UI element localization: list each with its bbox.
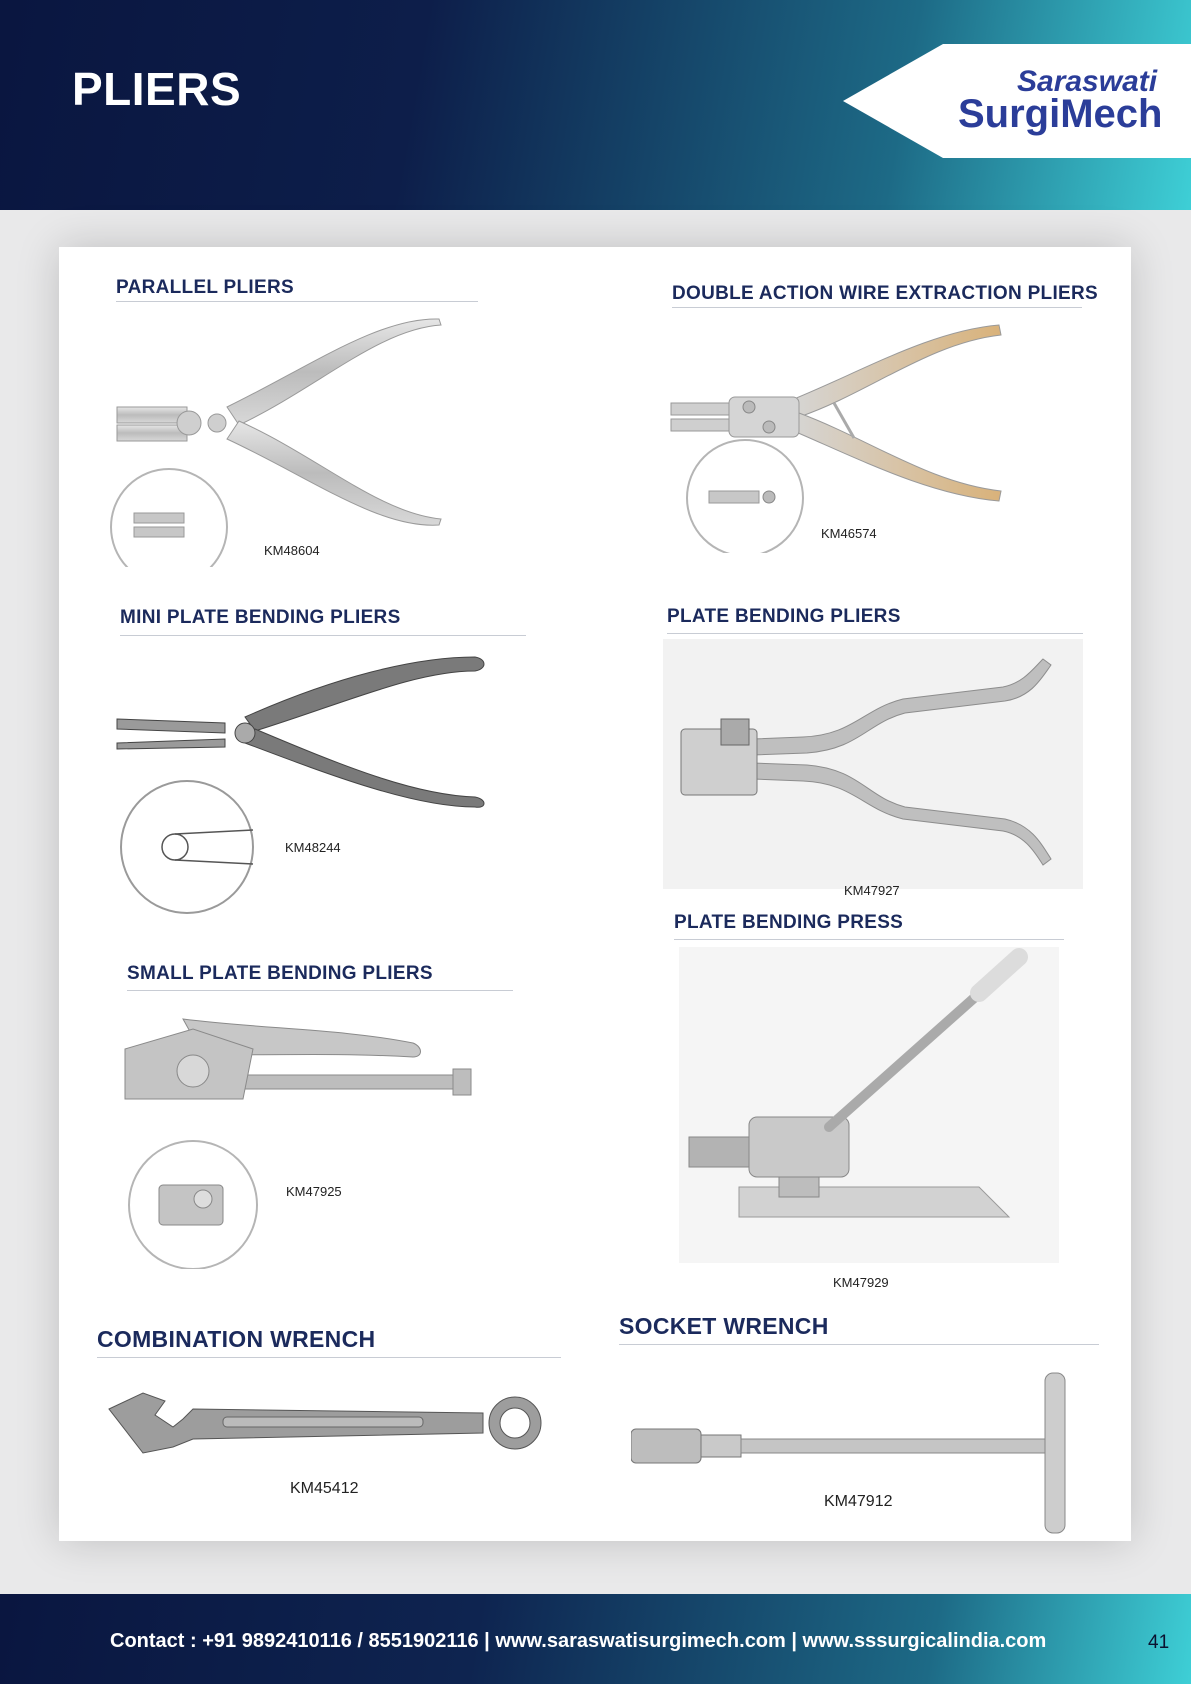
footer-contact: Contact : +91 9892410116 / 8551902116 | www.saraswatisurgimech.com | www.sssurgicalindia.com <box>110 1630 1047 1652</box>
small-plate-image <box>123 999 523 1269</box>
mini-plate-image <box>115 647 535 927</box>
divider <box>120 635 526 636</box>
double-action-code: KM46574 <box>821 526 877 541</box>
double-action-title: DOUBLE ACTION WIRE EXTRACTION PLIERS <box>672 283 1098 304</box>
divider <box>619 1344 1099 1345</box>
logo-wordmark-bottom: SurgiMech <box>958 92 1163 136</box>
page-title: PLIERS <box>72 63 242 115</box>
plate-bending-image <box>663 639 1083 889</box>
divider <box>97 1357 561 1358</box>
logo-wordmark-top: Saraswati <box>1017 65 1158 98</box>
small-plate-title: SMALL PLATE BENDING PLIERS <box>127 963 433 984</box>
plate-press-title: PLATE BENDING PRESS <box>674 912 904 933</box>
page-number: 41 <box>1148 1632 1170 1653</box>
mini-plate-title: MINI PLATE BENDING PLIERS <box>120 607 401 628</box>
combination-wrench-image <box>103 1379 563 1469</box>
page-footer <box>0 1594 1191 1684</box>
plate-bending-code: KM47927 <box>844 883 900 898</box>
double-action-image <box>669 313 1089 553</box>
divider <box>674 939 1064 940</box>
product-sheet <box>59 247 1131 1541</box>
parallel-pliers-image <box>109 307 509 567</box>
plate-press-image <box>679 947 1059 1263</box>
socket-wrench-image <box>631 1369 1081 1539</box>
socket-wrench-code: KM47912 <box>824 1493 893 1510</box>
divider <box>672 307 1082 308</box>
divider <box>116 301 478 302</box>
small-plate-code: KM47925 <box>286 1184 342 1199</box>
divider <box>127 990 513 991</box>
parallel-pliers-title: PARALLEL PLIERS <box>116 277 294 298</box>
parallel-pliers-code: KM48604 <box>264 543 320 558</box>
socket-wrench-title: SOCKET WRENCH <box>619 1313 829 1339</box>
combination-wrench-title: COMBINATION WRENCH <box>97 1326 376 1352</box>
plate-press-code: KM47929 <box>833 1275 889 1290</box>
plate-bending-title: PLATE BENDING PLIERS <box>667 606 901 627</box>
mini-plate-code: KM48244 <box>285 840 341 855</box>
divider <box>667 633 1083 634</box>
combination-wrench-code: KM45412 <box>290 1480 359 1497</box>
